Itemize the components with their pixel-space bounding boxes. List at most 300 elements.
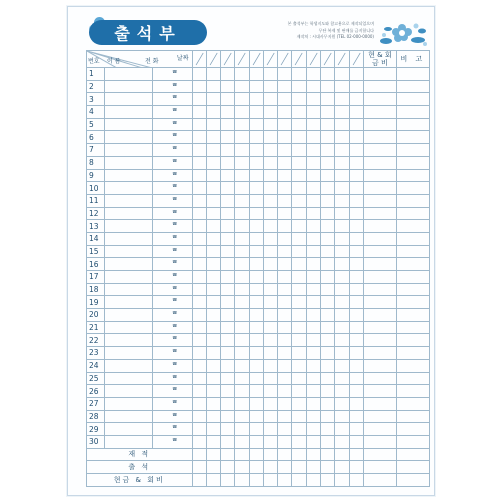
- attendance-cell[interactable]: [335, 372, 349, 385]
- phone-cell[interactable]: [152, 258, 192, 271]
- attendance-cell[interactable]: [349, 80, 363, 93]
- attendance-cell[interactable]: [349, 245, 363, 258]
- attendance-cell[interactable]: [192, 397, 206, 410]
- attendance-cell[interactable]: [249, 68, 263, 81]
- phone-cell[interactable]: [152, 207, 192, 220]
- note-cell[interactable]: [396, 283, 429, 296]
- phone-cell[interactable]: [152, 309, 192, 322]
- total-cell[interactable]: [396, 448, 429, 461]
- attendance-cell[interactable]: [263, 80, 277, 93]
- name-cell[interactable]: [104, 359, 152, 372]
- note-cell[interactable]: [396, 435, 429, 448]
- total-cell[interactable]: [235, 448, 249, 461]
- money-cell[interactable]: [363, 245, 396, 258]
- attendance-cell[interactable]: [278, 144, 292, 157]
- money-cell[interactable]: [363, 347, 396, 360]
- attendance-cell[interactable]: [292, 397, 306, 410]
- attendance-cell[interactable]: [249, 423, 263, 436]
- attendance-cell[interactable]: [206, 334, 220, 347]
- attendance-cell[interactable]: [278, 423, 292, 436]
- attendance-cell[interactable]: [192, 68, 206, 81]
- attendance-cell[interactable]: [249, 245, 263, 258]
- attendance-cell[interactable]: [292, 220, 306, 233]
- attendance-cell[interactable]: [292, 258, 306, 271]
- money-cell[interactable]: [363, 131, 396, 144]
- attendance-cell[interactable]: [321, 359, 335, 372]
- attendance-cell[interactable]: [278, 258, 292, 271]
- attendance-cell[interactable]: [249, 397, 263, 410]
- total-cell[interactable]: [292, 474, 306, 487]
- phone-cell[interactable]: [152, 220, 192, 233]
- date-header-cell[interactable]: [192, 51, 206, 68]
- attendance-cell[interactable]: [349, 334, 363, 347]
- attendance-cell[interactable]: [349, 68, 363, 81]
- attendance-cell[interactable]: [335, 232, 349, 245]
- name-cell[interactable]: [104, 118, 152, 131]
- attendance-cell[interactable]: [206, 435, 220, 448]
- attendance-cell[interactable]: [235, 397, 249, 410]
- attendance-cell[interactable]: [292, 144, 306, 157]
- attendance-cell[interactable]: [221, 207, 235, 220]
- phone-cell[interactable]: [152, 347, 192, 360]
- attendance-cell[interactable]: [349, 435, 363, 448]
- note-cell[interactable]: [396, 68, 429, 81]
- money-cell[interactable]: [363, 194, 396, 207]
- note-cell[interactable]: [396, 118, 429, 131]
- attendance-cell[interactable]: [278, 385, 292, 398]
- phone-cell[interactable]: [152, 435, 192, 448]
- attendance-cell[interactable]: [221, 296, 235, 309]
- attendance-cell[interactable]: [335, 68, 349, 81]
- money-cell[interactable]: [363, 220, 396, 233]
- attendance-cell[interactable]: [235, 118, 249, 131]
- attendance-cell[interactable]: [221, 410, 235, 423]
- attendance-cell[interactable]: [235, 321, 249, 334]
- phone-cell[interactable]: [152, 106, 192, 119]
- note-cell[interactable]: [396, 169, 429, 182]
- attendance-cell[interactable]: [292, 93, 306, 106]
- note-cell[interactable]: [396, 245, 429, 258]
- phone-cell[interactable]: [152, 245, 192, 258]
- attendance-cell[interactable]: [221, 182, 235, 195]
- attendance-cell[interactable]: [235, 309, 249, 322]
- attendance-cell[interactable]: [306, 334, 320, 347]
- phone-cell[interactable]: [152, 359, 192, 372]
- name-cell[interactable]: [104, 182, 152, 195]
- attendance-cell[interactable]: [249, 385, 263, 398]
- attendance-cell[interactable]: [278, 296, 292, 309]
- money-cell[interactable]: [363, 182, 396, 195]
- attendance-cell[interactable]: [335, 410, 349, 423]
- name-cell[interactable]: [104, 385, 152, 398]
- attendance-cell[interactable]: [349, 347, 363, 360]
- attendance-cell[interactable]: [292, 271, 306, 284]
- attendance-cell[interactable]: [335, 397, 349, 410]
- attendance-cell[interactable]: [335, 144, 349, 157]
- attendance-cell[interactable]: [292, 385, 306, 398]
- name-cell[interactable]: [104, 207, 152, 220]
- attendance-cell[interactable]: [321, 106, 335, 119]
- attendance-cell[interactable]: [263, 93, 277, 106]
- note-cell[interactable]: [396, 80, 429, 93]
- date-header-cell[interactable]: [235, 51, 249, 68]
- name-cell[interactable]: [104, 271, 152, 284]
- attendance-cell[interactable]: [192, 80, 206, 93]
- phone-cell[interactable]: [152, 372, 192, 385]
- attendance-cell[interactable]: [206, 347, 220, 360]
- money-cell[interactable]: [363, 232, 396, 245]
- phone-cell[interactable]: [152, 169, 192, 182]
- note-cell[interactable]: [396, 423, 429, 436]
- total-cell[interactable]: [335, 461, 349, 474]
- attendance-cell[interactable]: [206, 131, 220, 144]
- name-cell[interactable]: [104, 80, 152, 93]
- attendance-cell[interactable]: [263, 169, 277, 182]
- total-cell[interactable]: [396, 461, 429, 474]
- attendance-cell[interactable]: [263, 245, 277, 258]
- attendance-cell[interactable]: [278, 347, 292, 360]
- attendance-cell[interactable]: [192, 258, 206, 271]
- attendance-cell[interactable]: [249, 334, 263, 347]
- total-cell[interactable]: [363, 448, 396, 461]
- name-cell[interactable]: [104, 258, 152, 271]
- attendance-cell[interactable]: [249, 258, 263, 271]
- attendance-cell[interactable]: [263, 232, 277, 245]
- attendance-cell[interactable]: [349, 106, 363, 119]
- name-cell[interactable]: [104, 68, 152, 81]
- date-header-cell[interactable]: [206, 51, 220, 68]
- attendance-cell[interactable]: [235, 385, 249, 398]
- note-cell[interactable]: [396, 359, 429, 372]
- date-header-cell[interactable]: [249, 51, 263, 68]
- total-cell[interactable]: [363, 461, 396, 474]
- money-cell[interactable]: [363, 258, 396, 271]
- attendance-cell[interactable]: [292, 169, 306, 182]
- attendance-cell[interactable]: [321, 156, 335, 169]
- attendance-cell[interactable]: [306, 410, 320, 423]
- attendance-cell[interactable]: [235, 232, 249, 245]
- name-cell[interactable]: [104, 347, 152, 360]
- money-cell[interactable]: [363, 334, 396, 347]
- attendance-cell[interactable]: [292, 372, 306, 385]
- total-cell[interactable]: [235, 461, 249, 474]
- total-cell[interactable]: [335, 448, 349, 461]
- attendance-cell[interactable]: [221, 156, 235, 169]
- money-cell[interactable]: [363, 372, 396, 385]
- attendance-cell[interactable]: [321, 80, 335, 93]
- total-cell[interactable]: [321, 448, 335, 461]
- attendance-cell[interactable]: [221, 385, 235, 398]
- attendance-cell[interactable]: [192, 232, 206, 245]
- attendance-cell[interactable]: [221, 435, 235, 448]
- attendance-cell[interactable]: [192, 309, 206, 322]
- attendance-cell[interactable]: [263, 423, 277, 436]
- attendance-cell[interactable]: [235, 423, 249, 436]
- attendance-cell[interactable]: [335, 245, 349, 258]
- attendance-cell[interactable]: [321, 144, 335, 157]
- note-cell[interactable]: [396, 220, 429, 233]
- attendance-cell[interactable]: [292, 131, 306, 144]
- total-cell[interactable]: [249, 448, 263, 461]
- attendance-cell[interactable]: [192, 347, 206, 360]
- money-cell[interactable]: [363, 68, 396, 81]
- attendance-cell[interactable]: [192, 283, 206, 296]
- name-cell[interactable]: [104, 283, 152, 296]
- attendance-cell[interactable]: [206, 245, 220, 258]
- attendance-cell[interactable]: [206, 118, 220, 131]
- money-cell[interactable]: [363, 118, 396, 131]
- attendance-cell[interactable]: [249, 271, 263, 284]
- total-cell[interactable]: [263, 474, 277, 487]
- attendance-cell[interactable]: [335, 283, 349, 296]
- attendance-cell[interactable]: [278, 131, 292, 144]
- attendance-cell[interactable]: [321, 131, 335, 144]
- attendance-cell[interactable]: [206, 207, 220, 220]
- attendance-cell[interactable]: [206, 106, 220, 119]
- attendance-cell[interactable]: [349, 144, 363, 157]
- attendance-cell[interactable]: [249, 169, 263, 182]
- total-cell[interactable]: [249, 461, 263, 474]
- total-cell[interactable]: [235, 474, 249, 487]
- attendance-cell[interactable]: [292, 68, 306, 81]
- attendance-cell[interactable]: [249, 359, 263, 372]
- attendance-cell[interactable]: [235, 144, 249, 157]
- attendance-cell[interactable]: [278, 321, 292, 334]
- attendance-cell[interactable]: [335, 435, 349, 448]
- attendance-cell[interactable]: [335, 182, 349, 195]
- phone-cell[interactable]: [152, 182, 192, 195]
- attendance-cell[interactable]: [292, 296, 306, 309]
- attendance-cell[interactable]: [306, 93, 320, 106]
- attendance-cell[interactable]: [192, 220, 206, 233]
- attendance-cell[interactable]: [335, 80, 349, 93]
- attendance-cell[interactable]: [206, 156, 220, 169]
- attendance-cell[interactable]: [349, 220, 363, 233]
- attendance-cell[interactable]: [249, 372, 263, 385]
- attendance-cell[interactable]: [221, 68, 235, 81]
- attendance-cell[interactable]: [278, 156, 292, 169]
- attendance-cell[interactable]: [263, 258, 277, 271]
- attendance-cell[interactable]: [306, 321, 320, 334]
- attendance-cell[interactable]: [221, 80, 235, 93]
- attendance-cell[interactable]: [278, 283, 292, 296]
- attendance-cell[interactable]: [278, 169, 292, 182]
- attendance-cell[interactable]: [192, 423, 206, 436]
- attendance-cell[interactable]: [335, 347, 349, 360]
- attendance-cell[interactable]: [221, 144, 235, 157]
- total-cell[interactable]: [349, 448, 363, 461]
- money-cell[interactable]: [363, 309, 396, 322]
- date-header-cell[interactable]: [221, 51, 235, 68]
- attendance-cell[interactable]: [235, 296, 249, 309]
- money-cell[interactable]: [363, 283, 396, 296]
- attendance-cell[interactable]: [321, 220, 335, 233]
- money-cell[interactable]: [363, 397, 396, 410]
- attendance-cell[interactable]: [263, 220, 277, 233]
- attendance-cell[interactable]: [206, 80, 220, 93]
- attendance-cell[interactable]: [206, 68, 220, 81]
- attendance-cell[interactable]: [263, 359, 277, 372]
- attendance-cell[interactable]: [349, 410, 363, 423]
- name-cell[interactable]: [104, 321, 152, 334]
- note-cell[interactable]: [396, 296, 429, 309]
- attendance-cell[interactable]: [321, 68, 335, 81]
- attendance-cell[interactable]: [321, 182, 335, 195]
- attendance-cell[interactable]: [278, 245, 292, 258]
- attendance-cell[interactable]: [263, 283, 277, 296]
- attendance-cell[interactable]: [349, 271, 363, 284]
- attendance-cell[interactable]: [335, 321, 349, 334]
- attendance-cell[interactable]: [249, 232, 263, 245]
- money-cell[interactable]: [363, 359, 396, 372]
- phone-cell[interactable]: [152, 131, 192, 144]
- attendance-cell[interactable]: [192, 131, 206, 144]
- attendance-cell[interactable]: [221, 271, 235, 284]
- total-cell[interactable]: [206, 474, 220, 487]
- attendance-cell[interactable]: [206, 309, 220, 322]
- attendance-cell[interactable]: [192, 106, 206, 119]
- money-cell[interactable]: [363, 296, 396, 309]
- attendance-cell[interactable]: [335, 118, 349, 131]
- money-cell[interactable]: [363, 385, 396, 398]
- phone-cell[interactable]: [152, 334, 192, 347]
- attendance-cell[interactable]: [306, 372, 320, 385]
- attendance-cell[interactable]: [306, 309, 320, 322]
- note-cell[interactable]: [396, 93, 429, 106]
- note-cell[interactable]: [396, 232, 429, 245]
- attendance-cell[interactable]: [192, 245, 206, 258]
- attendance-cell[interactable]: [335, 296, 349, 309]
- attendance-cell[interactable]: [249, 144, 263, 157]
- total-cell[interactable]: [278, 474, 292, 487]
- attendance-cell[interactable]: [292, 106, 306, 119]
- attendance-cell[interactable]: [221, 245, 235, 258]
- attendance-cell[interactable]: [206, 410, 220, 423]
- attendance-cell[interactable]: [335, 106, 349, 119]
- attendance-cell[interactable]: [263, 321, 277, 334]
- note-cell[interactable]: [396, 309, 429, 322]
- attendance-cell[interactable]: [249, 194, 263, 207]
- name-cell[interactable]: [104, 410, 152, 423]
- attendance-cell[interactable]: [349, 131, 363, 144]
- attendance-cell[interactable]: [206, 194, 220, 207]
- date-header-cell[interactable]: [278, 51, 292, 68]
- phone-cell[interactable]: [152, 283, 192, 296]
- attendance-cell[interactable]: [235, 359, 249, 372]
- attendance-cell[interactable]: [249, 118, 263, 131]
- attendance-cell[interactable]: [335, 169, 349, 182]
- name-cell[interactable]: [104, 156, 152, 169]
- attendance-cell[interactable]: [349, 258, 363, 271]
- attendance-cell[interactable]: [235, 80, 249, 93]
- attendance-cell[interactable]: [235, 156, 249, 169]
- attendance-cell[interactable]: [235, 258, 249, 271]
- attendance-cell[interactable]: [192, 435, 206, 448]
- attendance-cell[interactable]: [321, 347, 335, 360]
- phone-cell[interactable]: [152, 118, 192, 131]
- attendance-cell[interactable]: [192, 182, 206, 195]
- attendance-cell[interactable]: [192, 93, 206, 106]
- attendance-cell[interactable]: [335, 271, 349, 284]
- money-cell[interactable]: [363, 80, 396, 93]
- total-cell[interactable]: [292, 448, 306, 461]
- attendance-cell[interactable]: [321, 321, 335, 334]
- phone-cell[interactable]: [152, 80, 192, 93]
- money-cell[interactable]: [363, 207, 396, 220]
- attendance-cell[interactable]: [349, 283, 363, 296]
- attendance-cell[interactable]: [192, 410, 206, 423]
- money-cell[interactable]: [363, 106, 396, 119]
- phone-cell[interactable]: [152, 194, 192, 207]
- attendance-cell[interactable]: [206, 182, 220, 195]
- name-cell[interactable]: [104, 232, 152, 245]
- attendance-cell[interactable]: [235, 194, 249, 207]
- attendance-cell[interactable]: [321, 309, 335, 322]
- attendance-cell[interactable]: [306, 80, 320, 93]
- date-header-cell[interactable]: [349, 51, 363, 68]
- attendance-cell[interactable]: [235, 372, 249, 385]
- attendance-cell[interactable]: [192, 321, 206, 334]
- total-cell[interactable]: [278, 461, 292, 474]
- name-cell[interactable]: [104, 296, 152, 309]
- attendance-cell[interactable]: [306, 435, 320, 448]
- total-cell[interactable]: [278, 448, 292, 461]
- attendance-cell[interactable]: [335, 194, 349, 207]
- attendance-cell[interactable]: [192, 207, 206, 220]
- attendance-cell[interactable]: [278, 372, 292, 385]
- attendance-cell[interactable]: [192, 118, 206, 131]
- attendance-cell[interactable]: [249, 156, 263, 169]
- attendance-cell[interactable]: [263, 194, 277, 207]
- total-cell[interactable]: [349, 461, 363, 474]
- attendance-cell[interactable]: [292, 182, 306, 195]
- attendance-cell[interactable]: [235, 245, 249, 258]
- total-cell[interactable]: [221, 461, 235, 474]
- money-cell[interactable]: [363, 435, 396, 448]
- note-cell[interactable]: [396, 131, 429, 144]
- attendance-cell[interactable]: [263, 131, 277, 144]
- attendance-cell[interactable]: [263, 334, 277, 347]
- attendance-cell[interactable]: [306, 144, 320, 157]
- money-cell[interactable]: [363, 156, 396, 169]
- attendance-cell[interactable]: [249, 93, 263, 106]
- attendance-cell[interactable]: [321, 296, 335, 309]
- attendance-cell[interactable]: [263, 309, 277, 322]
- total-cell[interactable]: [221, 474, 235, 487]
- attendance-cell[interactable]: [306, 271, 320, 284]
- attendance-cell[interactable]: [249, 347, 263, 360]
- attendance-cell[interactable]: [192, 334, 206, 347]
- attendance-cell[interactable]: [349, 169, 363, 182]
- note-cell[interactable]: [396, 321, 429, 334]
- attendance-cell[interactable]: [321, 423, 335, 436]
- attendance-cell[interactable]: [263, 296, 277, 309]
- attendance-cell[interactable]: [321, 245, 335, 258]
- attendance-cell[interactable]: [321, 118, 335, 131]
- date-header-cell[interactable]: [335, 51, 349, 68]
- note-cell[interactable]: [396, 182, 429, 195]
- name-cell[interactable]: [104, 106, 152, 119]
- attendance-cell[interactable]: [335, 156, 349, 169]
- attendance-cell[interactable]: [192, 169, 206, 182]
- note-cell[interactable]: [396, 385, 429, 398]
- note-cell[interactable]: [396, 258, 429, 271]
- total-cell[interactable]: [263, 461, 277, 474]
- attendance-cell[interactable]: [278, 182, 292, 195]
- attendance-cell[interactable]: [321, 372, 335, 385]
- total-cell[interactable]: [349, 474, 363, 487]
- attendance-cell[interactable]: [292, 423, 306, 436]
